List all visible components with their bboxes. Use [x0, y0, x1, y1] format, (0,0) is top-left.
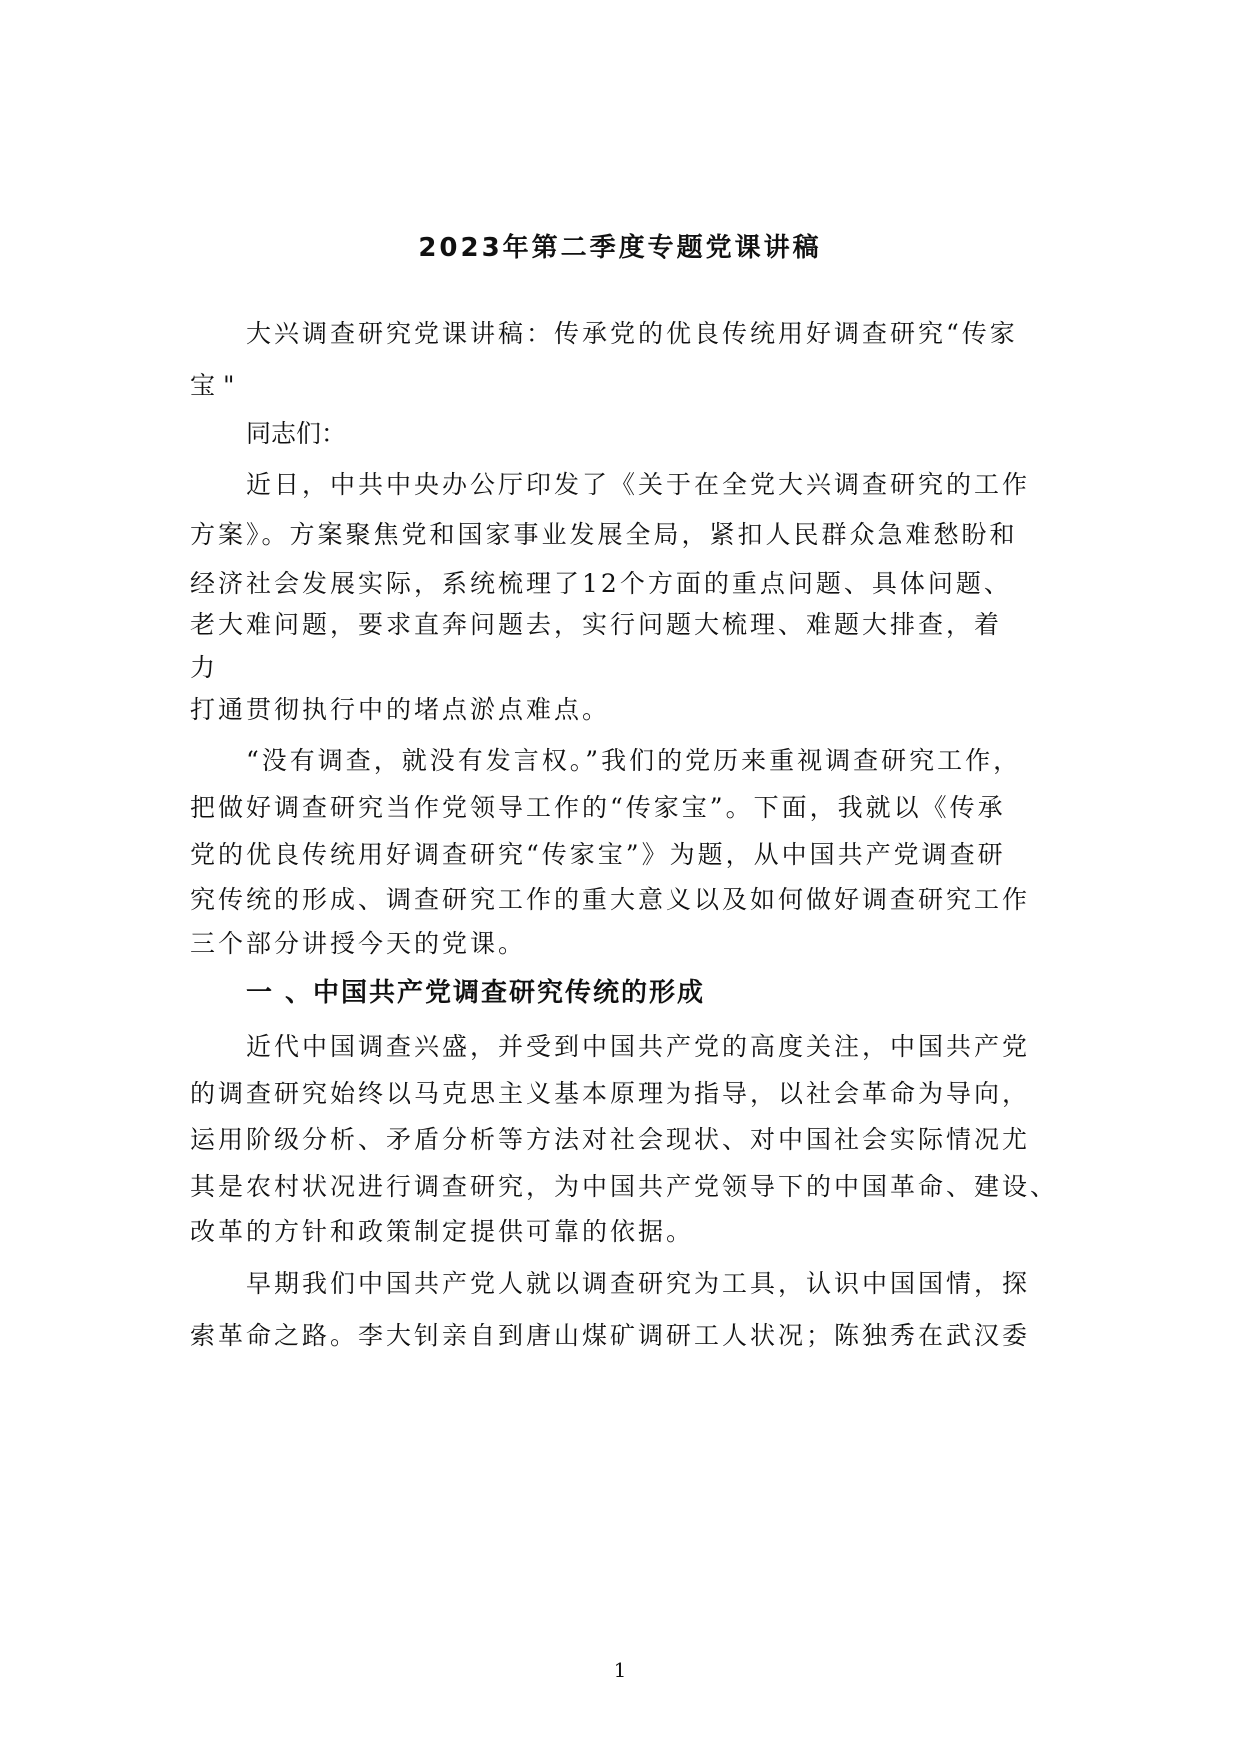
paragraph-line: 力: [190, 653, 216, 682]
paragraph-line: 改革的方针和政策制定提供可靠的依据。: [190, 1217, 695, 1246]
paragraph-line: 早期我们中国共产党人就以调查研究为工具，认识中国国情，探: [246, 1269, 1031, 1298]
paragraph-line: 究传统的形成、调查研究工作的重大意义以及如何做好调查研究工作: [190, 885, 1031, 914]
paragraph-line: “没有调查，就没有发言权。”我们的党历来重视调查研究工作，: [246, 746, 1022, 775]
paragraph-line: 打通贯彻执行中的堵点淤点难点。: [190, 695, 611, 724]
paragraph-line: 三个部分讲授今天的党课。: [190, 929, 527, 958]
paragraph-line: 党的优良传统用好调查研究“传家宝”》为题，从中国共产党调查研: [190, 840, 1006, 869]
document-title: 2023年第二季度专题党课讲稿: [418, 233, 822, 263]
paragraph-line: 方案》。方案聚焦党和国家事业发展全局，紧扣人民群众急难愁盼和: [190, 520, 1018, 549]
paragraph-line: 把做好调查研究当作党领导工作的“传家宝”。下面，我就以《传承: [190, 793, 1006, 822]
subtitle-line: 大兴调查研究党课讲稿：传承党的优良传统用好调查研究“传家: [246, 319, 1018, 348]
paragraph-line: 近日，中共中央办公厅印发了《关于在全党大兴调查研究的工作: [246, 470, 1031, 499]
page-number: 1: [613, 1658, 627, 1682]
subtitle-line: 宝 ": [190, 371, 235, 400]
paragraph-line: 老大难问题，要求直奔问题去，实行问题大梳理、难题大排查，着: [190, 610, 1003, 639]
paragraph-line: 经济社会发展实际，系统梳理了12个方面的重点问题、具体问题、: [190, 569, 1012, 598]
paragraph-line: 的调查研究始终以马克思主义基本原理为指导，以社会革命为导向，: [190, 1079, 1031, 1108]
paragraph-line: 运用阶级分析、矛盾分析等方法对社会现状、对中国社会实际情况尤: [190, 1125, 1031, 1154]
section-heading: 一 、中国共产党调查研究传统的形成: [246, 978, 706, 1008]
paragraph-line: 索革命之路。李大钊亲自到唐山煤矿调研工人状况；陈独秀在武汉委: [190, 1321, 1031, 1350]
paragraph-line: 其是农村状况进行调查研究，为中国共产党领导下的中国革命、建设、: [190, 1172, 1059, 1201]
paragraph-line: 近代中国调查兴盛，并受到中国共产党的高度关注，中国共产党: [246, 1032, 1031, 1061]
greeting: 同志们：: [246, 419, 347, 448]
